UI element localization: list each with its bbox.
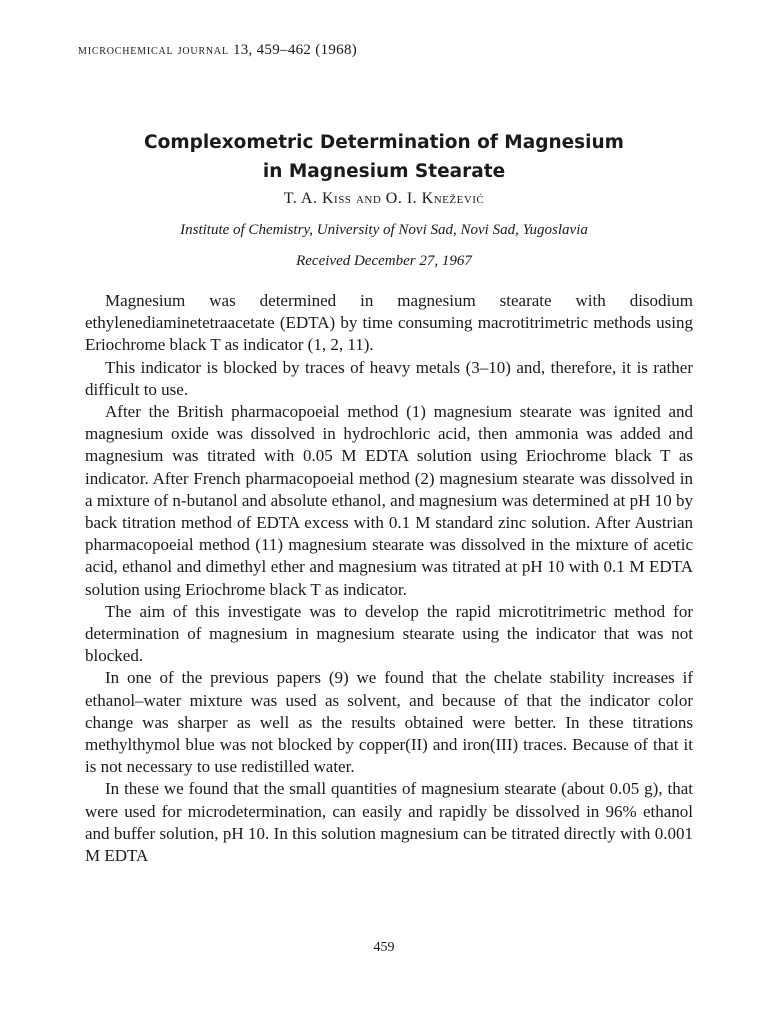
author-2: O. I. Knežević xyxy=(385,190,485,207)
journal-citation: 13, 459–462 (1968) xyxy=(232,42,358,58)
article-title xyxy=(0,128,768,186)
author-1: T. A. Kiss xyxy=(283,190,352,207)
received-date: Received December 27, 1967 xyxy=(296,253,472,269)
paragraph-5: In one of the previous papers (9) we found that the chelate stability increases if ethanol–water mixture was used as solvent, and because of that the indicator color change was sharper as well as the results obtained were better. In these titrations methylthymol blue was not blocked by copper(II) and iron(III) traces. Because of that it is not necessary to use redistilled water. xyxy=(85,668,693,777)
paragraph-6: In these we found that the small quantities of magnesium stearate (about 0.05 g), that were used for microdetermination, can easily and rapidly be dissolved in 96% ethanol and buffer solution, pH 10. In this solution magnesium can be titrated directly with 0.001 M EDTA xyxy=(85,779,693,866)
title-line-2: in Magnesium Stearate xyxy=(262,161,506,182)
page-number: 459 xyxy=(373,940,395,955)
affiliation: Institute of Chemistry, University of Novi Sad, Novi Sad, Yugoslavia xyxy=(180,222,588,238)
paragraph-3: After the British pharmacopoeial method (1) magnesium stearate was ignited and magnesium oxide was dissolved in hydrochloric acid, then ammonia was added and magnesium was titrated with 0.05 M EDTA solution using Eriochrome black T as indicator. After French pharmacopoeial method (2) magnesium stearate was dissolved in a mixture of n-butanol and absolute ethanol, and magnesium was determined at pH 10 by back titration method of EDTA excess with 0.1 M standard zinc solution. After Austrian pharmacopoeial method (11) magnesium stearate was dissolved in the mixture of acetic acid, ethanol and dimethyl ether and magnesium was titrated at pH 10 with 0.1 M EDTA solution using Eriochrome black T as indicator. xyxy=(85,402,693,599)
author-line xyxy=(0,190,768,208)
paragraph-1: Magnesium was determined in magnesium stearate with disodium ethylenediaminetetraacetate (EDTA) by time consuming macrotitrimetric methods using Eriochrome black T as indicator (1, 2, 11). xyxy=(85,291,693,355)
title-line-1: Complexometric Determination of Magnesium xyxy=(144,132,624,153)
journal-name: microchemical journal xyxy=(78,43,229,58)
author-conjunction: and xyxy=(355,190,382,207)
paragraph-2: This indicator is blocked by traces of heavy metals (3–10) and, therefore, it is rather difficult to use. xyxy=(85,357,693,399)
paragraph-4: The aim of this investigate was to develop the rapid microtitrimetric method for determination of magnesium in magnesium stearate using the indicator that was not blocked. xyxy=(85,601,693,666)
article-body xyxy=(85,290,693,867)
running-head xyxy=(78,42,357,59)
